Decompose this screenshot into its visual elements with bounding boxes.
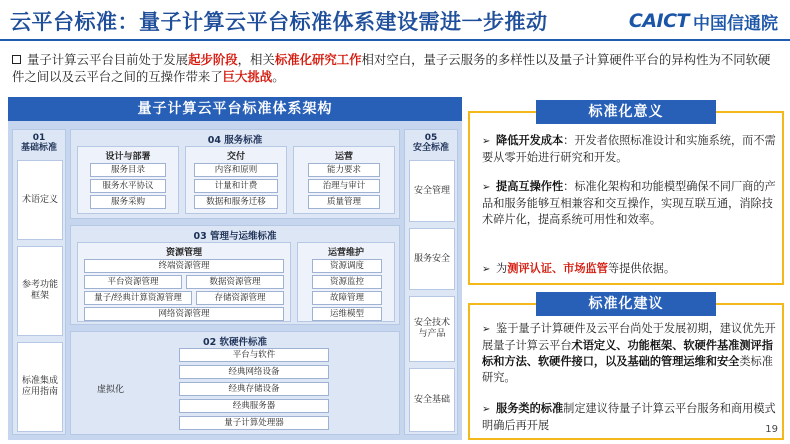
item-bold: 提高互操作性	[496, 180, 564, 193]
standard-box: 经典存储设备	[179, 382, 329, 396]
arrow-bullet-icon: ➢	[482, 182, 491, 193]
standard-box: 服务采购	[90, 195, 166, 209]
column-number: 01	[32, 133, 46, 143]
page-number: 19	[765, 424, 778, 435]
delivery-group	[185, 146, 287, 214]
architecture-diagram	[8, 97, 462, 440]
architecture-body	[8, 121, 462, 440]
group-title: 交付	[226, 152, 245, 162]
group-title: 运营维护	[327, 248, 364, 258]
item-text: 等提供依据。	[607, 262, 676, 275]
standard-box: 治理与审计	[308, 179, 380, 193]
item-text: ：开发者依照标准设计和实施系统，而不需要从零开始进行研究和开发。	[482, 134, 776, 164]
intro-highlight: 起步阶段	[188, 52, 238, 67]
service-standards-heading: 04 服务标准	[207, 135, 263, 146]
item-text: 为	[496, 262, 508, 275]
resource-management-group	[77, 242, 291, 322]
security-standard-cell: 安全基础	[409, 368, 455, 432]
virtualization-label: 虚拟化	[97, 385, 125, 395]
slide-title: 云平台标准：量子计算云平台标准体系建设需进一步推动	[10, 10, 548, 34]
item-bold: 术语定义、功能框架、软硬件基准测评指标和方法、软硬件接口，以及基础的管理运维和安全	[482, 339, 773, 368]
standard-box: 计量和计费	[194, 179, 278, 193]
suggestion-panel	[468, 303, 784, 440]
service-standards-section	[70, 129, 400, 219]
standard-box: 量子/经典计算资源管理	[84, 291, 192, 305]
logo-cn: 中国信通院	[693, 13, 778, 34]
standard-box: 服务水平协议	[90, 179, 166, 193]
operation-group	[293, 146, 395, 214]
basic-standard-cell: 标准集成应用指南	[17, 342, 63, 432]
standard-box: 量子计算处理器	[179, 416, 329, 430]
security-standards-column	[404, 129, 458, 435]
significance-item	[482, 179, 778, 228]
arrow-bullet-icon: ➢	[482, 136, 491, 147]
column-number: 05	[424, 133, 438, 143]
item-bold: 降低开发成本	[496, 134, 564, 147]
hardware-software-section	[70, 331, 400, 435]
caict-logo	[629, 9, 778, 33]
group-title: 运营	[334, 152, 353, 162]
security-standard-cell: 安全管理	[409, 160, 455, 222]
security-standard-cell: 安全技术与产品	[409, 296, 455, 362]
standard-box: 服务目录	[90, 163, 166, 177]
intro-text: 相对空白，量子云服务的多样性以及量子计算硬件平台的异构性为不同软硬件之间以及云平台之间的互操作带来了	[12, 52, 771, 84]
standard-box: 运维模型	[312, 307, 382, 321]
standard-box: 平台与软件	[179, 348, 329, 362]
group-title: 设计与部署	[105, 152, 151, 162]
significance-item	[482, 133, 778, 166]
item-bold: 服务类的标准	[496, 402, 564, 415]
square-bullet-icon	[12, 55, 21, 64]
basic-standard-cell: 术语定义	[17, 160, 63, 240]
standard-box: 资源调度	[312, 259, 382, 273]
intro-text: 。	[272, 69, 285, 84]
suggestion-item	[482, 321, 778, 386]
suggestion-title: 标准化建议	[536, 292, 716, 316]
basic-standards-column	[12, 129, 66, 435]
group-title: 资源管理	[165, 248, 202, 258]
title-divider	[0, 39, 790, 41]
standard-box: 能力要求	[308, 163, 380, 177]
architecture-title: 量子计算云平台标准体系架构	[8, 97, 462, 121]
item-text: 鉴于量子计算硬件及云平台尚处于发展初期，建议优先开展量子计算云平台	[482, 322, 776, 352]
intro-highlight: 标准化研究工作	[274, 52, 362, 67]
standard-box: 经典网络设备	[179, 365, 329, 379]
item-text: ：标准化架构和功能模型确保不同厂商的产品和服务能够互相兼容和交互操作，实现互联互通，消除技术碎片化，提高系统可用性和效率。	[482, 180, 776, 226]
management-ops-heading: 03 管理与运维标准	[193, 231, 277, 242]
basic-standard-cell: 参考功能框架	[17, 246, 63, 336]
standard-box: 终端资源管理	[84, 259, 284, 273]
standard-box: 资源监控	[312, 275, 382, 289]
arrow-bullet-icon: ➢	[482, 324, 491, 335]
ops-maintenance-group	[297, 242, 395, 322]
logo-en: CAICT	[628, 10, 689, 32]
basic-standards-heading	[13, 133, 65, 153]
intro-paragraph	[12, 51, 782, 85]
significance-title: 标准化意义	[536, 100, 716, 124]
security-standard-cell: 服务安全	[409, 228, 455, 290]
arrow-bullet-icon: ➢	[482, 264, 491, 275]
standard-box: 存储资源管理	[196, 291, 284, 305]
standard-box: 质量管理	[308, 195, 380, 209]
standard-box: 内容和原则	[194, 163, 278, 177]
standard-box: 数据资源管理	[186, 275, 284, 289]
standard-box: 数据和服务迁移	[194, 195, 278, 209]
standard-box: 故障管理	[312, 291, 382, 305]
security-standards-heading	[405, 133, 457, 153]
intro-text: 量子计算云平台目前处于发展	[27, 52, 189, 67]
significance-panel	[468, 111, 784, 285]
standard-box: 网络资源管理	[84, 307, 284, 321]
standard-box: 平台资源管理	[84, 275, 182, 289]
intro-text: ，相关	[237, 52, 275, 67]
column-title: 安全标准	[412, 143, 449, 153]
hardware-software-heading: 02 软硬件标准	[202, 337, 268, 348]
arrow-bullet-icon: ➢	[482, 404, 491, 415]
significance-item	[482, 261, 778, 278]
item-bold: 测评认证、市场监管	[507, 262, 608, 275]
design-deploy-group	[77, 146, 179, 214]
intro-highlight: 巨大挑战	[222, 69, 273, 84]
management-ops-section	[70, 225, 400, 325]
standard-box: 经典服务器	[179, 399, 329, 413]
suggestion-item	[482, 401, 778, 434]
item-text: 类标准研究。	[482, 355, 773, 384]
item-text: 制定建议待量子计算云平台服务和商用模式明确后再开展	[482, 402, 776, 432]
column-title: 基础标准	[20, 143, 57, 153]
